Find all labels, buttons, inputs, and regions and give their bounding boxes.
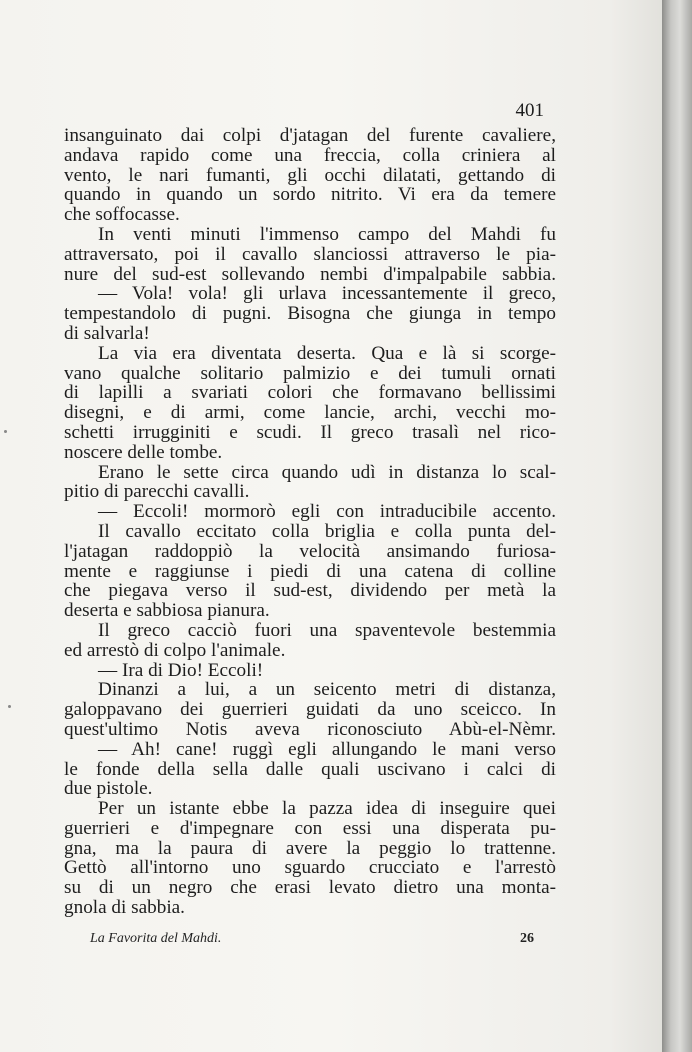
text-line: ed arrestò di colpo l'animale. <box>64 639 286 661</box>
text-line: vento, le nari fumanti, gli occhi dilatati, gettando di <box>64 164 556 186</box>
text-line: disegni, e di armi, come lancie, archi, vecchi mo- <box>64 402 556 424</box>
text-line: — Ah! cane! ruggì egli allungando le mani verso <box>98 738 556 760</box>
text-line: Erano le sette circa quando udì in distanza lo scal- <box>98 461 556 483</box>
footer-book-title: La Favorita del Mahdi. <box>90 931 222 946</box>
text-line: — Vola! vola! gli urlava incessantemente il greco, <box>98 283 556 305</box>
text-line: galoppavano dei guerrieri guidati da uno sceicco. In <box>64 699 556 721</box>
text-line: vano qualche solitario palmizio e dei tumuli ornati <box>64 362 556 384</box>
text-line: mente e raggiunse i piedi di una catena di colline <box>64 560 556 582</box>
text-line: che soffocasse. <box>64 204 180 226</box>
text-line: Dinanzi a lui, a un seicento metri di distanza, <box>98 679 556 701</box>
text-line: — Eccoli! mormorò egli con intraducibile accento. <box>98 501 556 523</box>
text-line: andava rapido come una freccia, colla criniera al <box>64 144 556 166</box>
text-line: di lapilli a svariati colori che formavano bellissimi <box>64 382 556 404</box>
text-line: che piegava verso il sud-est, dividendo per metà la <box>64 580 556 602</box>
text-line: pitio di parecchi cavalli. <box>64 481 250 503</box>
text-line: Il greco cacciò fuori una spaventevole bestemmia <box>98 619 556 641</box>
text-line: quest'ultimo Notis aveva riconosciuto Abù-el-Nèmr. <box>64 718 556 740</box>
text-line: guerrieri e d'impegnare con essi una disperata pu- <box>64 817 556 839</box>
text-line: Gettò all'intorno uno sguardo crucciato e l'arrestò <box>64 857 556 879</box>
text-line: tempestandolo di pugni. Bisogna che giunga in tempo <box>64 303 556 325</box>
text-line: gnola di sabbia. <box>64 897 185 919</box>
text-line: In venti minuti l'immenso campo del Mahdi fu <box>98 223 556 245</box>
text-line: deserta e sabbiosa pianura. <box>64 600 270 622</box>
text-line: quando in quando un sordo nitrito. Vi era da temere <box>64 184 556 206</box>
text-line: La via era diventata deserta. Qua e là si scorge- <box>98 342 556 364</box>
text-line: Il cavallo eccitato colla briglia e colla punta del- <box>98 520 556 542</box>
text-line: schetti irrugginiti e scudi. Il greco trasalì nel rico- <box>64 421 556 443</box>
footer-signature-mark: 26 <box>520 931 534 946</box>
text-line: — Ira di Dio! Eccoli! <box>98 659 264 681</box>
text-line: su di un negro che erasi levato dietro una monta- <box>64 877 556 899</box>
body-text <box>64 126 556 918</box>
text-line: gna, ma la paura di avere la peggio lo trattenne. <box>64 837 556 859</box>
print-speck <box>4 430 7 433</box>
text-line: noscere delle tombe. <box>64 441 223 463</box>
text-line: due pistole. <box>64 778 153 800</box>
book-gutter <box>662 0 692 1052</box>
text-line: le fonde della sella dalle quali uscivano i calci di <box>64 758 556 780</box>
text-line: nure del sud-est sollevando nembi d'impalpabile sabbia. <box>64 263 556 285</box>
print-speck <box>8 705 11 708</box>
text-line: attraversato, poi il cavallo slanciossi attraverso le pia- <box>64 243 556 265</box>
text-line: Per un istante ebbe la pazza idea di inseguire quei <box>98 798 556 820</box>
page-number: 401 <box>515 100 544 121</box>
text-line: di salvarla! <box>64 322 150 344</box>
text-line: l'jatagan raddoppiò la velocità ansimando furiosa- <box>64 540 556 562</box>
text-line: insanguinato dai colpi d'jatagan del furente cavaliere, <box>64 125 556 146</box>
